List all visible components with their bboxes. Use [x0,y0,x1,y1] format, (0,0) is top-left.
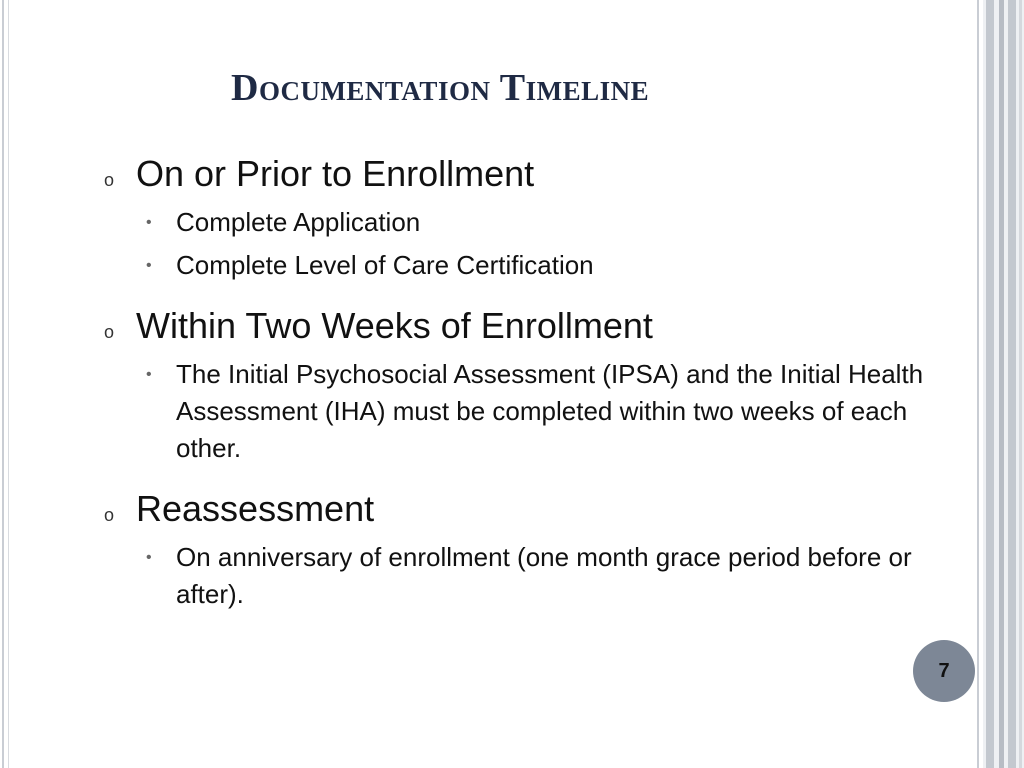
circle-bullet-icon: o [104,505,115,525]
circle-bullet-icon: o [104,170,115,190]
bullet-level2 [104,247,924,284]
left-border-line-inner [8,0,9,768]
right-stripe [999,0,1004,768]
circle-bullet-icon: o [104,322,115,342]
right-stripe [1019,0,1022,768]
section-enrollment [104,150,924,284]
bullet-text: Complete Level of Care Certification [176,250,594,280]
right-stripe [986,0,994,768]
section-heading: Reassessment [136,488,375,529]
slide-title: Documentation Timeline [231,67,650,109]
dot-bullet-icon: • [146,257,152,274]
page-number-badge: 7 [913,640,975,702]
right-border-line [977,0,979,768]
section-heading: On or Prior to Enrollment [136,153,535,194]
section-heading: Within Two Weeks of Enrollment [136,305,653,346]
bullet-level1 [104,150,924,198]
bullet-text: On anniversary of enrollment (one month grace period before or after). [176,542,912,609]
section-two-weeks [104,302,924,467]
dot-bullet-icon: • [146,214,152,231]
bullet-level2 [104,539,924,613]
bullet-level1 [104,302,924,350]
bullet-text: The Initial Psychosocial Assessment (IPSA) and the Initial Health Assessment (IHA) must be completed within two weeks of each other. [176,359,924,463]
bullet-level2 [104,356,924,467]
dot-bullet-icon: • [146,549,152,566]
dot-bullet-icon: • [146,366,152,383]
slide-content [104,150,924,631]
bullet-text: Complete Application [176,207,421,237]
bullet-level1 [104,485,924,533]
bullet-level2 [104,204,924,241]
left-border-line [2,0,4,768]
section-reassessment [104,485,924,613]
right-stripe [1008,0,1016,768]
